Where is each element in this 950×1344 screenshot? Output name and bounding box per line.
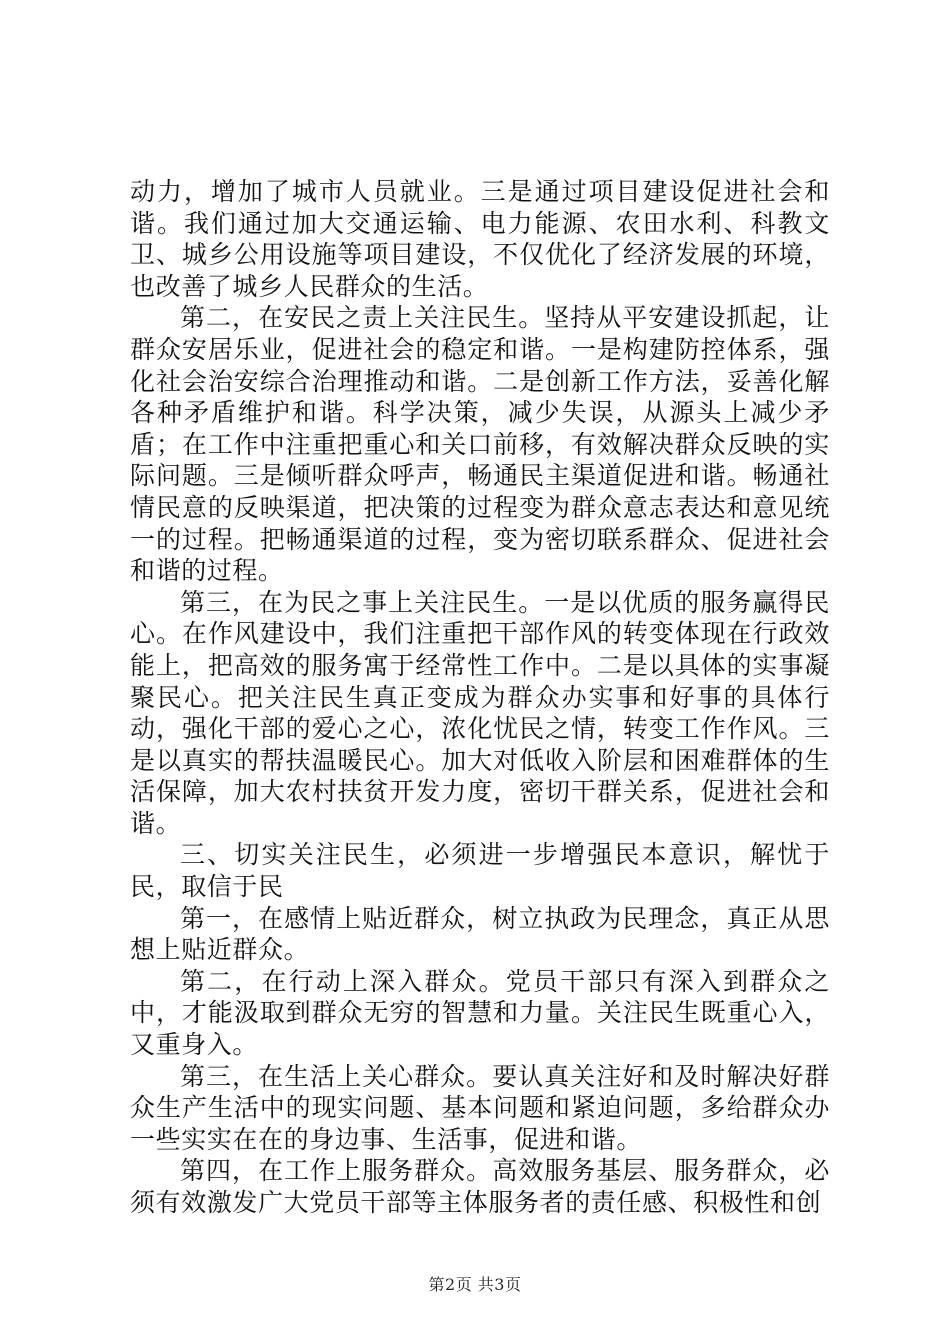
paragraph-8: 第四，在工作上服务群众。高效服务基层、服务群众，必须有效激发广大党员干部等主体服务者的责任感、积极性和创 (130, 1156, 830, 1217)
page-number-footer: 第2页 共3页 (428, 1275, 522, 1294)
paragraph-1: 动力，增加了城市人员就业。三是通过项目建设促进社会和谐。我们通过加大交通运输、电力能源、农田水利、科教文卫、城乡公用设施等项目建设，不仅优化了经济发展的环境，也改善了城乡人民群众的生活。 (130, 177, 830, 301)
paragraph-5: 第一，在感情上贴近群众，树立执政为民理念，真正从思想上贴近群众。 (130, 903, 830, 965)
paragraph-2: 第二，在安民之责上关注民生。坚持从平安建设抓起，让群众安居乐业，促进社会的稳定和谐。一是构建防控体系，强化社会治安综合治理推动和谐。二是创新工作方法，妥善化解各种矛盾维护和谐。科学决策，减少失误，从源头上减少矛盾；在工作中注重把重心和关口前移，有效解决群众反映的实际问题。三是倾听群众呼声，畅通民主渠道促进和谐。畅通社情民意的反映渠道，把决策的过程变为群众意志表达和意见统一的过程。把畅通渠道的过程，变为密切联系群众、促进社会和谐的过程。 (130, 303, 830, 586)
paragraph-6: 第二，在行动上深入群众。党员干部只有深入到群众之中，才能汲取到群众无穷的智慧和力量。关注民生既重心入，又重身入。 (130, 966, 830, 1060)
document-body (130, 176, 830, 1219)
paragraph-7: 第三，在生活上关心群众。要认真关注好和及时解决好群众生产生活中的现实问题、基本问题和紧迫问题，多给群众办一些实实在在的身边事、生活事，促进和谐。 (130, 1061, 830, 1154)
paragraph-3: 第三，在为民之事上关注民生。一是以优质的服务赢得民心。在作风建设中，我们注重把干部作风的转变体现在行政效能上，把高效的服务寓于经常性工作中。二是以具体的实事凝聚民心。把关注民生真正变成为群众办实事和好事的具体行动，强化干部的爱心之心，浓化忧民之情，转变工作作风。三是以真实的帮扶温暖民心。加大对低收入阶层和困难群体的生活保障，加大农村扶贫开发力度，密切干群关系，促进社会和谐。 (130, 587, 830, 838)
section-heading-3: 三、切实关注民生，必须进一步增强民本意识，解忧于民，取信于民 (130, 840, 830, 902)
